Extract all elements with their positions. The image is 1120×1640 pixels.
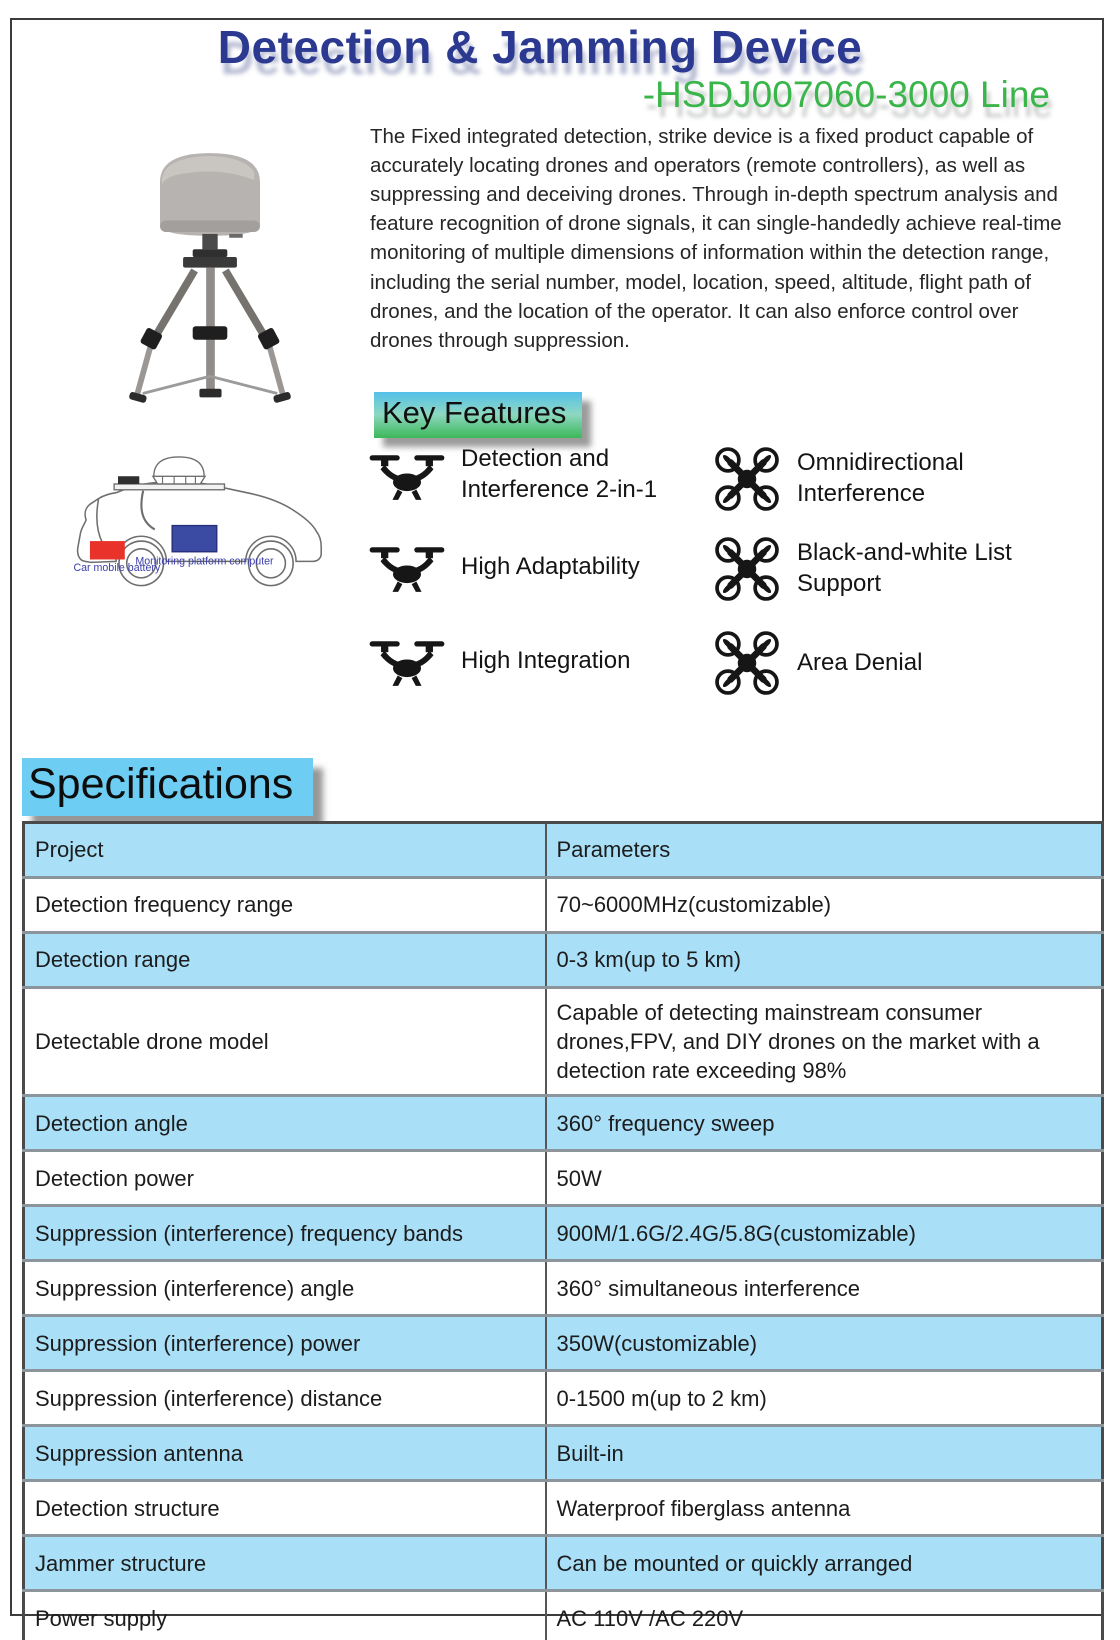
spec-name-cell: Suppression (interference) angle [24,1261,546,1316]
spec-name-cell: Suppression (interference) frequency bands [24,1206,546,1261]
battery-box-label: Car mobile battery [73,562,161,575]
spec-value-cell: 0-1500 m(up to 2 km) [546,1371,1103,1426]
feature-item [368,444,706,505]
specifications-heading: Specifications [22,758,313,816]
spec-name-cell: Power supply [24,1591,546,1640]
spec-name-cell: Suppression antenna [24,1426,546,1481]
spec-name-cell: Detection frequency range [24,878,546,933]
feature-label: Omnidirectional Interference [797,449,964,507]
spec-value-cell: 0-3 km(up to 5 km) [546,933,1103,988]
feature-item [712,628,1037,698]
drone-front-icon [368,540,446,594]
spec-name-cell: Suppression (interference) power [24,1316,546,1371]
feature-item [712,444,1017,514]
spec-name-cell: Detection angle [24,1096,546,1151]
key-features-heading: Key Features [374,392,582,438]
table-row [24,878,1103,933]
spec-value-cell: 70~6000MHz(customizable) [546,878,1103,933]
spec-value-cell: AC 110V /AC 220V [546,1591,1103,1640]
computer-box-label: Monitoring platform computer [135,555,274,568]
table-row [24,1316,1103,1371]
feature-item [368,540,721,594]
spec-table [22,821,1104,1640]
feature-label: High Adaptability [461,552,640,580]
table-row [24,1371,1103,1426]
spec-value-cell: 360° simultaneous interference [546,1261,1103,1316]
drone-front-icon [368,634,446,688]
spec-value-cell: 360° frequency sweep [546,1096,1103,1151]
table-row [24,1151,1103,1206]
feature-label: Area Denial [797,648,923,676]
table-row [24,1096,1103,1151]
spec-value-cell: 900M/1.6G/2.4G/5.8G(customizable) [546,1206,1103,1261]
table-header-row [24,823,1103,878]
table-row [24,933,1103,988]
spec-value-cell: Can be mounted or quickly arranged [546,1536,1103,1591]
spec-name-cell: Detection range [24,933,546,988]
table-row [24,1206,1103,1261]
product-model: -HSDJ007060-3000 Line [642,74,1050,115]
feature-item [368,634,721,688]
feature-item [712,534,1062,604]
feature-label: Black-and-white List Support [797,539,1012,597]
column-header-project: Project [24,823,546,878]
table-row [24,1261,1103,1316]
product-description: The Fixed integrated detection, strike device is a fixed product capable of accurately locating drones and operators (remote controllers), as well as suppressing and deceiving drones. Through in-depth spectrum analysis and feature recognition of drone signals, it can single-handedly achieve real-time monitoring of multiple dimensions of information within the detection range, including the serial number, model, location, speed, altitude, flight path of drones, and the location of the operator. It can also enforce control over drones through suppression. [370,125,1062,352]
table-row [24,1536,1103,1591]
spec-value-cell: Capable of detecting mainstream consumer drones,FPV, and DIY drones on the market with a detection rate exceeding 98% [546,988,1103,1096]
spec-value-cell: Built-in [546,1426,1103,1481]
feature-label: High Integration [461,646,631,674]
spec-value-cell: 50W [546,1151,1103,1206]
drone-top-icon [712,444,782,514]
spec-name-cell: Detection structure [24,1481,546,1536]
spec-name-cell: Detection power [24,1151,546,1206]
feature-label: Detection and Interference 2-in-1 [461,445,658,503]
battery-box [90,541,125,559]
spec-value-cell: Waterproof fiberglass antenna [546,1481,1103,1536]
drone-top-icon [712,628,782,698]
table-row [24,1481,1103,1536]
tripod-device-image [85,136,335,428]
spec-name-cell: Jammer structure [24,1536,546,1591]
spec-name-cell: Detectable drone model [24,988,546,1096]
spec-value-cell: 350W(customizable) [546,1316,1103,1371]
column-header-parameters: Parameters [546,823,1103,878]
spec-name-cell: Suppression (interference) distance [24,1371,546,1426]
table-row [24,1426,1103,1481]
table-row [24,988,1103,1096]
drone-top-icon [712,534,782,604]
product-title: Detection & Jamming Device [217,21,863,73]
vehicle-diagram-image [58,426,358,601]
drone-front-icon [368,448,446,502]
table-row [24,1591,1103,1640]
computer-box [172,526,217,552]
